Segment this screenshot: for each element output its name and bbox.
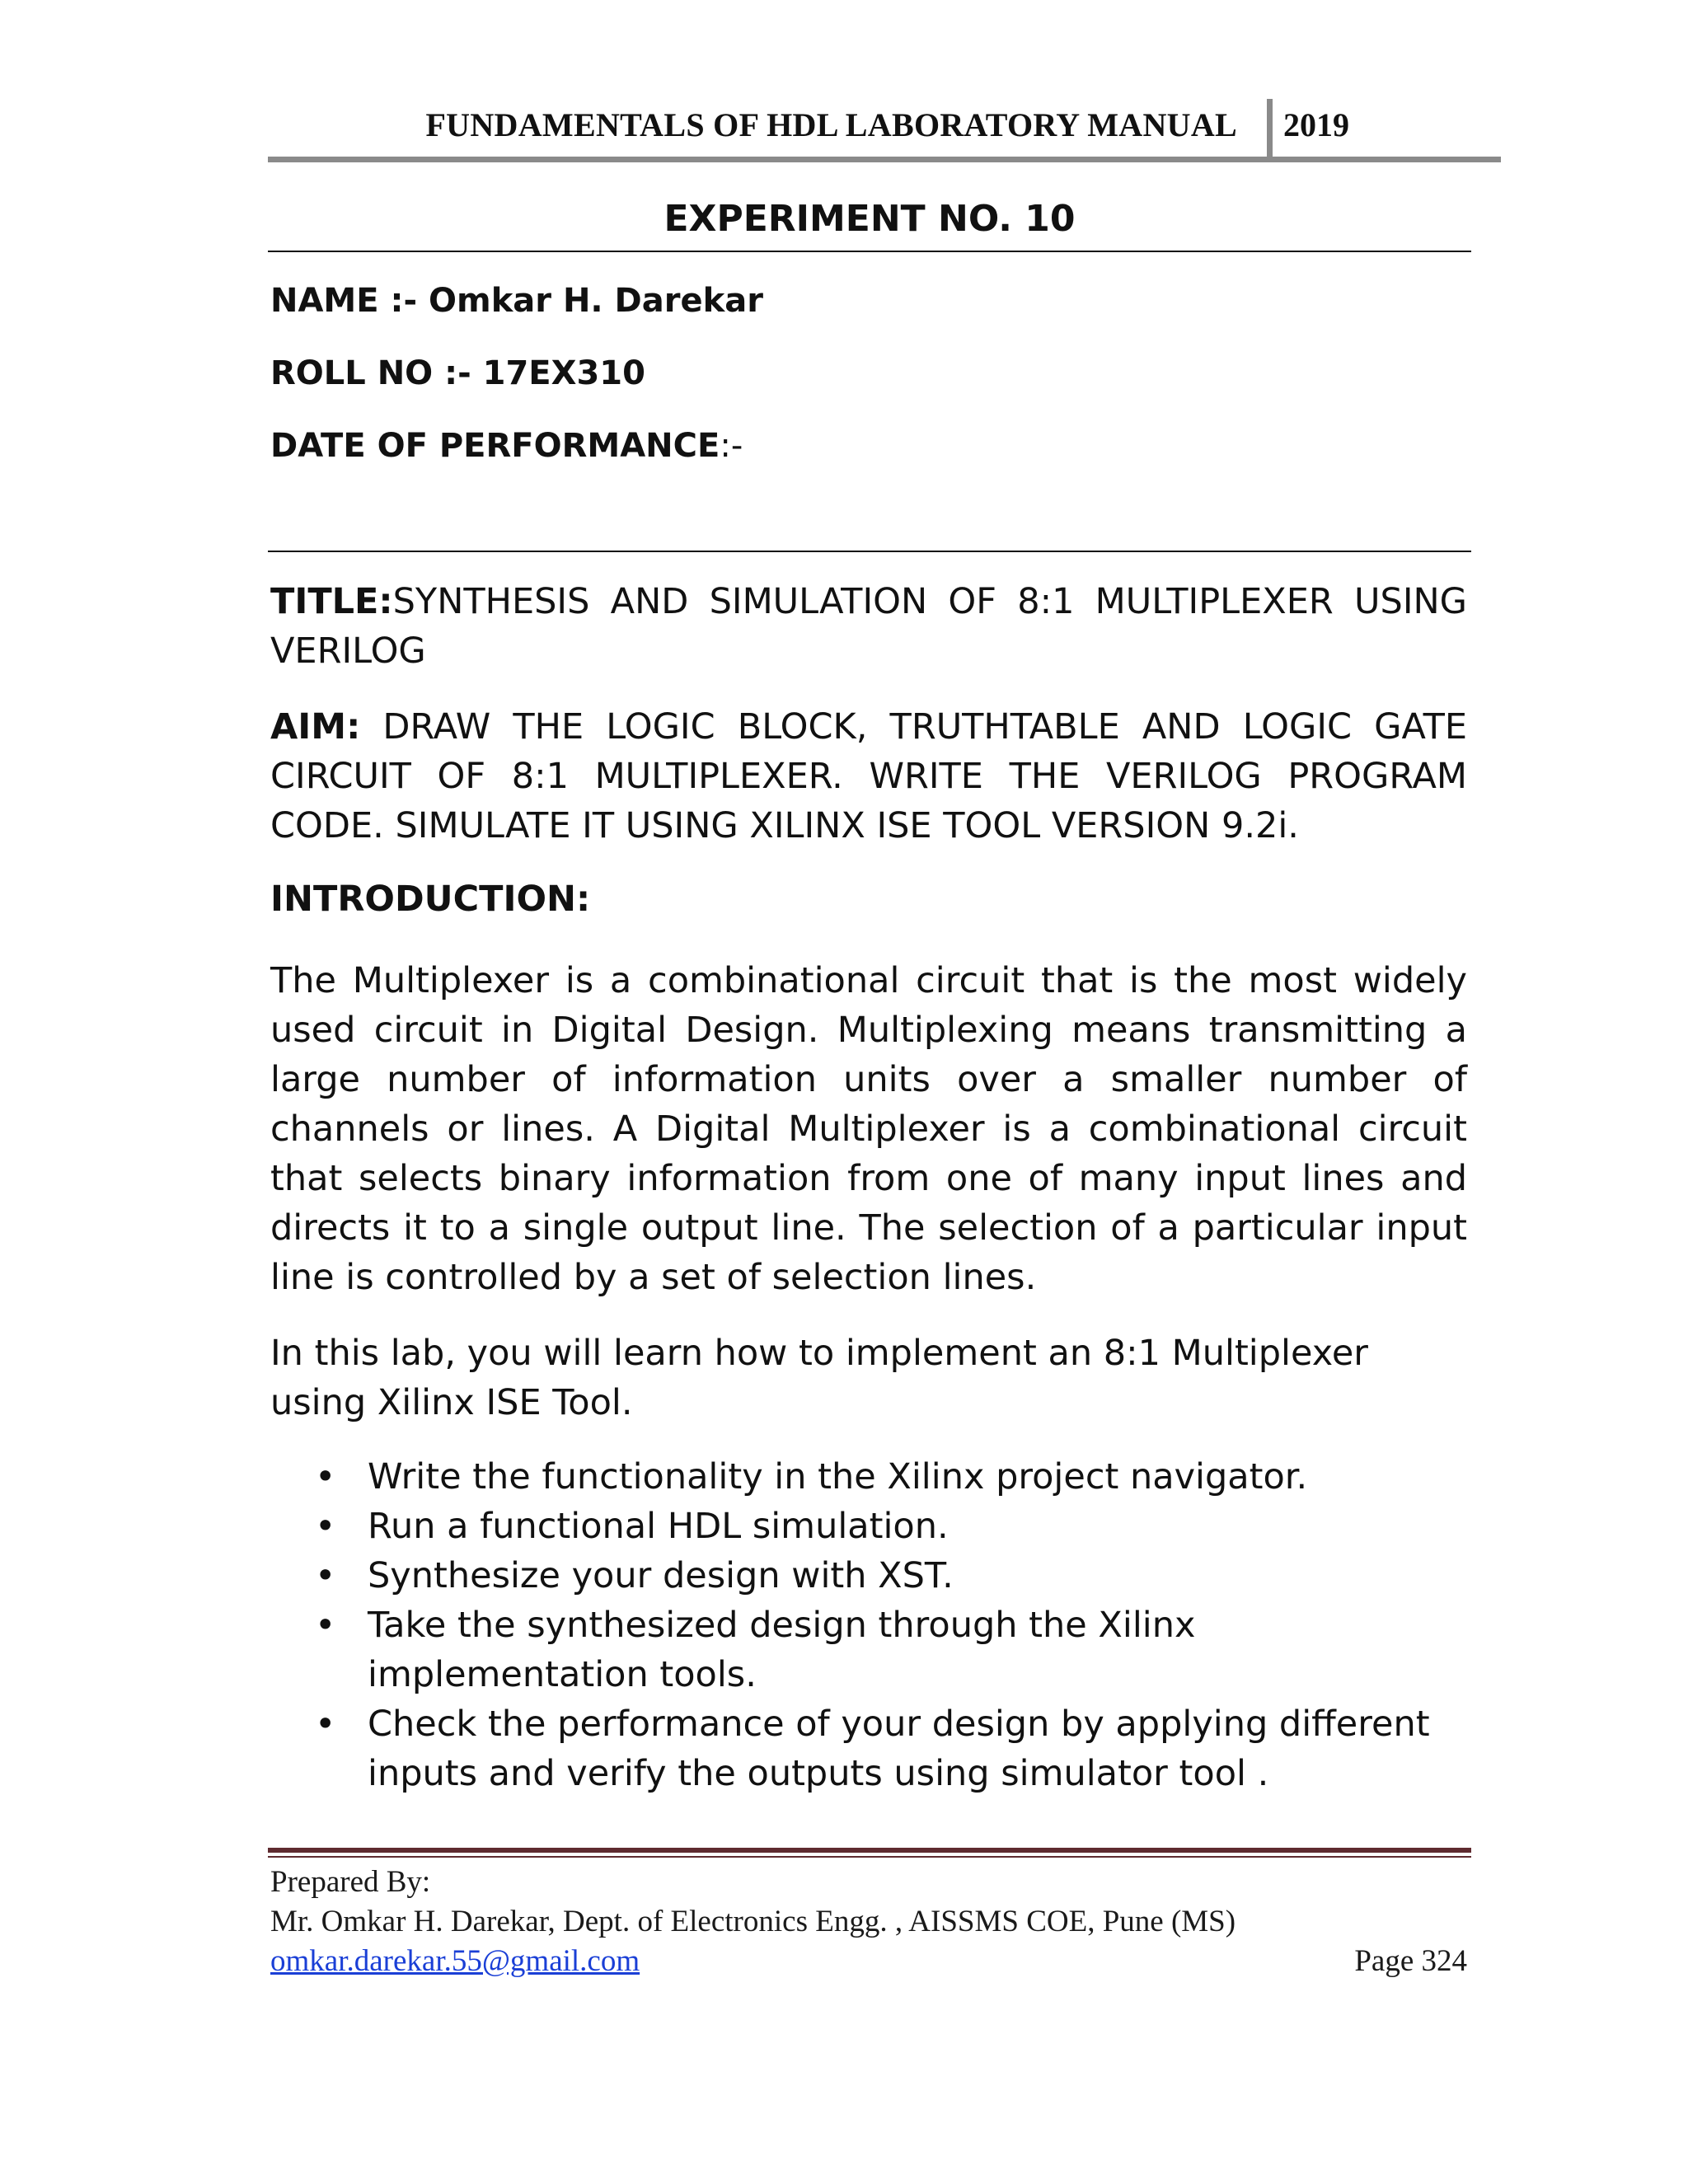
list-item: [270, 1452, 1467, 1502]
prepared-by-label: Prepared By:: [270, 1865, 431, 1899]
divider-top: [268, 251, 1471, 252]
intro-paragraph-1: The Multiplexer is a combinational circuit that is the most widely used circuit in Digital Design. Multiplexing means transmitting a large number of information units over a smaller number of channels or lines. A Digital Multiplexer is a combinational circuit that selects binary information from one of many input lines and directs it to a single output line. The selection of a particular input line is controlled by a set of selection lines.: [270, 960, 1467, 1298]
email-line: [270, 1943, 640, 1979]
list-item-text: Run a functional HDL simulation.: [368, 1506, 949, 1547]
footer-rule-thick: [268, 1848, 1471, 1853]
task-list: [270, 1452, 1467, 1798]
title-label: TITLE:: [270, 581, 393, 622]
date-suffix: :-: [720, 427, 743, 465]
footer-rule-thin: [268, 1856, 1471, 1858]
list-item-text: Check the performance of your design by applying different inputs and verify the outputs using simulator tool .: [368, 1704, 1430, 1794]
title-paragraph: [270, 577, 1467, 676]
aim-paragraph: [270, 702, 1467, 851]
aim-text: DRAW THE LOGIC BLOCK, TRUTHTABLE AND LOGIC GATE CIRCUIT OF 8:1 MULTIPLEXER. WRITE THE VERILOG PROGRAM CODE. SIMULATE IT USING XILINX ISE TOOL VERSION 9.2i.: [270, 706, 1467, 846]
author-line: Mr. Omkar H. Darekar, Dept. of Electronics Engg. , AISSMS COE, Pune (MS): [270, 1905, 1236, 1938]
roll-value: 17EX310: [482, 354, 645, 392]
bullet-icon: •: [315, 1605, 336, 1646]
list-item: [270, 1551, 1467, 1601]
roll-line: [270, 354, 645, 392]
running-header: [268, 105, 1501, 155]
page-number: Page 324: [1354, 1944, 1467, 1978]
manual-title: FUNDAMENTALS OF HDL LABORATORY MANUAL: [425, 106, 1237, 143]
manual-year: 2019: [1283, 106, 1349, 143]
list-item-text: Write the functionality in the Xilinx project navigator.: [368, 1456, 1308, 1497]
header-separator: [1267, 99, 1273, 158]
email-link[interactable]: omkar.darekar.55@gmail.com: [270, 1944, 640, 1978]
introduction-heading: INTRODUCTION:: [270, 879, 591, 920]
list-item: [270, 1502, 1467, 1551]
list-item-text: Take the synthesized design through the Xilinx implementation tools.: [368, 1605, 1196, 1695]
date-line: [270, 427, 743, 465]
aim-label: AIM:: [270, 706, 361, 748]
bullet-icon: •: [315, 1704, 336, 1745]
bullet-icon: •: [315, 1456, 336, 1497]
experiment-title: EXPERIMENT NO. 10: [663, 198, 1076, 240]
roll-label: ROLL NO :-: [270, 354, 483, 392]
list-item: [270, 1601, 1467, 1699]
name-line: [270, 282, 763, 320]
header-rule: [268, 157, 1501, 162]
title-text: SYNTHESIS AND SIMULATION OF 8:1 MULTIPLEXER USING VERILOG: [270, 581, 1467, 672]
intro-paragraph-2: In this lab, you will learn how to implement an 8:1 Multiplexer using Xilinx ISE Tool.: [270, 1333, 1368, 1423]
list-item: [270, 1699, 1467, 1798]
divider-info: [268, 551, 1471, 552]
name-value: Omkar H. Darekar: [429, 282, 763, 320]
bullet-icon: •: [315, 1555, 336, 1596]
name-label: NAME :-: [270, 282, 429, 320]
date-label: DATE OF PERFORMANCE: [270, 427, 720, 465]
bullet-icon: •: [315, 1506, 336, 1547]
list-item-text: Synthesize your design with XST.: [368, 1555, 954, 1596]
